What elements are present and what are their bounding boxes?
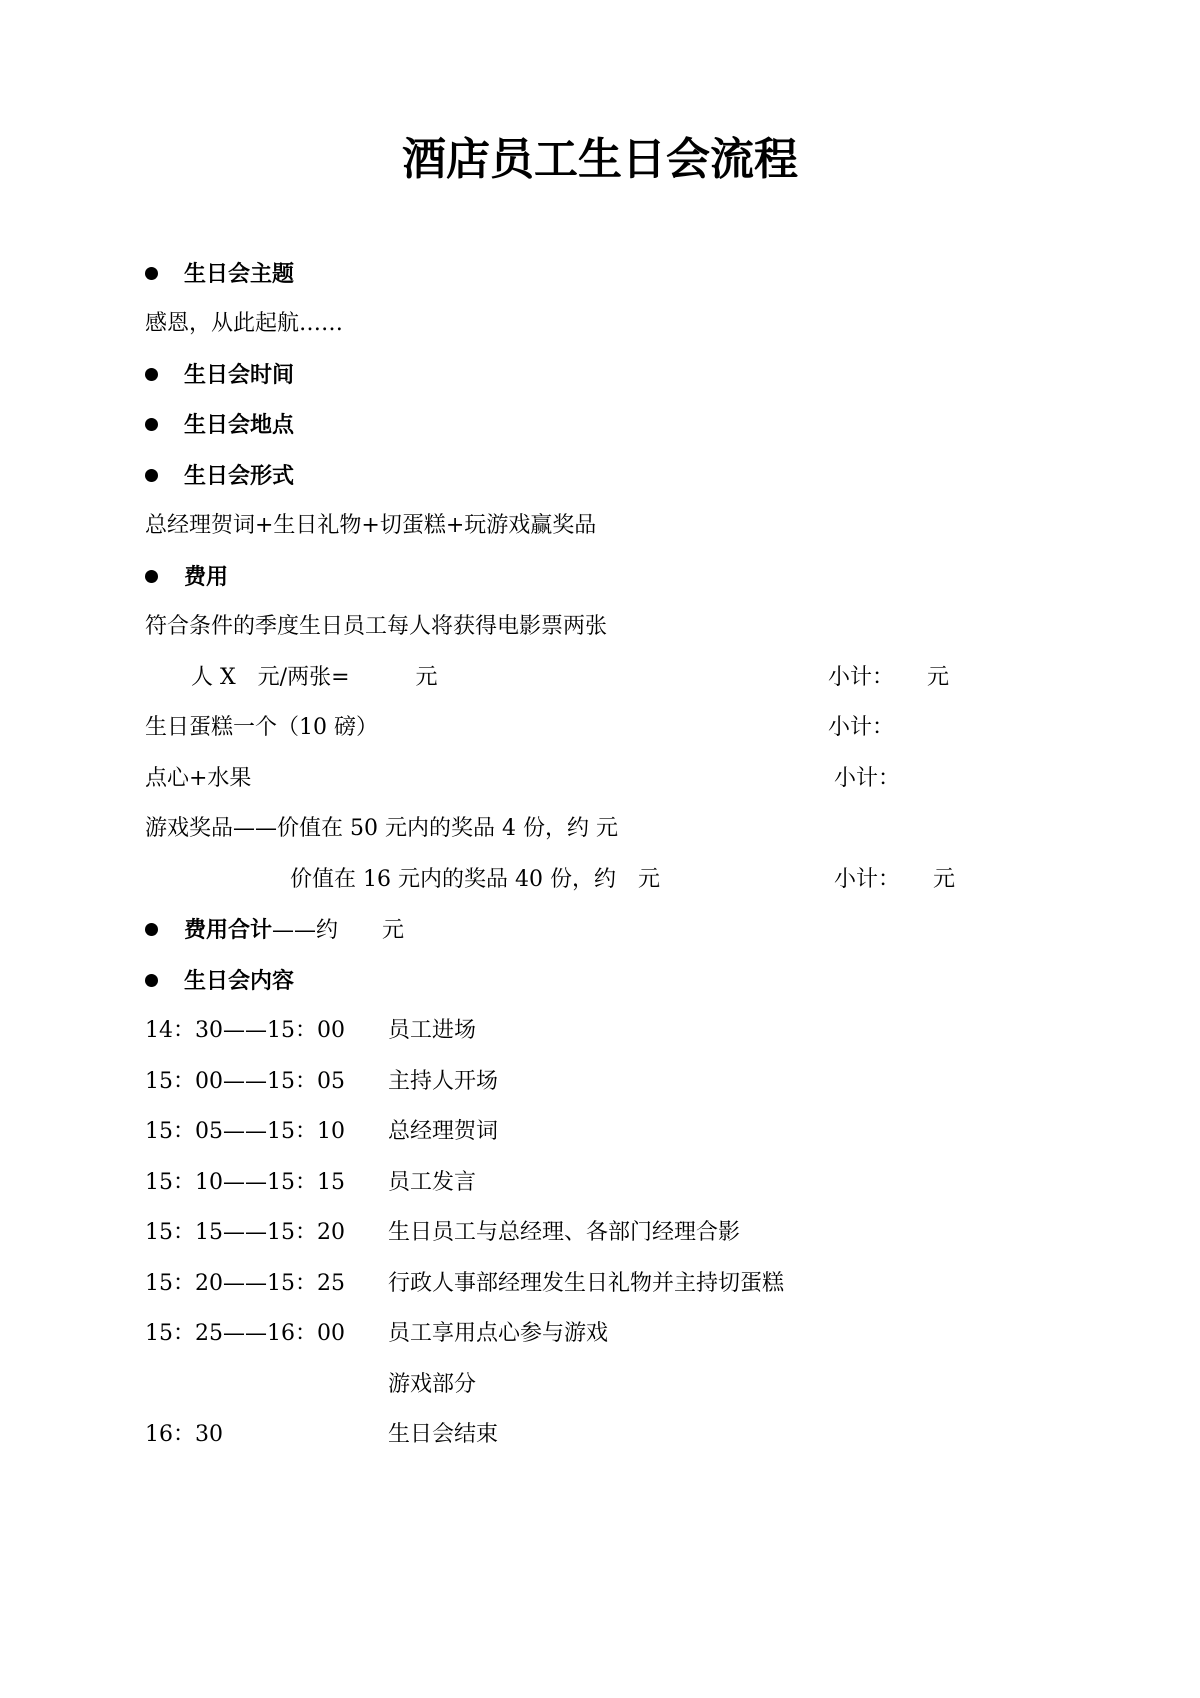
schedule-row	[145, 1309, 1045, 1359]
bullet-icon	[145, 418, 158, 431]
schedule-row	[145, 1208, 1045, 1258]
section-theme-heading: 生日会主题	[145, 249, 1045, 299]
cost-item-cake	[145, 703, 1045, 753]
schedule-time: 15：15——15：20	[145, 1220, 345, 1245]
schedule-item: 生日会结束	[388, 1422, 499, 1447]
cost-item-label: 生日蛋糕一个（10 磅）	[145, 715, 378, 740]
section-time-heading: 生日会时间	[145, 350, 1045, 400]
cost-intro: 符合条件的季度生日员工每人将获得电影票两张	[145, 614, 608, 639]
section-form-heading: 生日会形式	[145, 451, 1045, 501]
cost-item-label: 游戏奖品——价值在 50 元内的奖品 4 份，约 元	[145, 816, 618, 841]
form-text: 总经理贺词+生日礼物+切蛋糕+玩游戏赢奖品	[145, 513, 597, 538]
schedule-row	[145, 1360, 1045, 1410]
schedule-row	[145, 1259, 1045, 1309]
schedule-row	[145, 1158, 1045, 1208]
schedule-time: 15：05——15：10	[145, 1119, 345, 1144]
schedule-item: 行政人事部经理发生日礼物并主持切蛋糕	[388, 1271, 785, 1296]
cost-item-label: 价值在 16 元内的奖品 40 份，约 元	[290, 867, 660, 892]
schedule-time: 15：00——15：05	[145, 1069, 345, 1094]
section-cost-heading: 费用	[145, 552, 1045, 602]
cost-item-snack	[145, 754, 1045, 804]
cost-item-movie	[145, 653, 1045, 703]
cost-subtotal: 小计：	[828, 715, 895, 740]
schedule-item: 总经理贺词	[388, 1119, 499, 1144]
bullet-icon	[145, 368, 158, 381]
schedule-item: 员工发言	[388, 1170, 477, 1195]
section-cost-total: 费用合计——约 元	[145, 905, 1045, 955]
schedule-item: 员工享用点心参与游戏	[388, 1321, 609, 1346]
document-title: 酒店员工生日会流程	[402, 134, 798, 185]
schedule-row	[145, 1006, 1045, 1056]
schedule-row	[145, 1410, 1045, 1460]
cost-subtotal: 小计：	[834, 766, 901, 791]
schedule-time: 14：30——15：00	[145, 1018, 345, 1043]
cost-item-prize2	[145, 855, 1045, 905]
schedule-time: 15：10——15：15	[145, 1170, 345, 1195]
schedule-item: 主持人开场	[388, 1069, 499, 1094]
cost-item-label: 人 X 元/两张= 元	[191, 665, 438, 690]
bullet-icon	[145, 974, 158, 987]
section-content-heading: 生日会内容	[145, 956, 1045, 1006]
bullet-icon	[145, 469, 158, 482]
cost-item-prize1	[145, 804, 1045, 854]
schedule-time: 16：30	[145, 1422, 223, 1447]
schedule-time: 15：20——15：25	[145, 1271, 345, 1296]
cost-subtotal: 小计： 元	[828, 665, 950, 690]
schedule-row	[145, 1107, 1045, 1157]
bullet-icon	[145, 570, 158, 583]
cost-item-label: 点心+水果	[145, 766, 252, 791]
cost-subtotal: 小计： 元	[834, 867, 956, 892]
schedule-time: 15：25——16：00	[145, 1321, 345, 1346]
schedule-row	[145, 1057, 1045, 1107]
schedule-item: 员工进场	[388, 1018, 477, 1043]
schedule-item: 生日员工与总经理、各部门经理合影	[388, 1220, 741, 1245]
theme-text: 感恩，从此起航……	[145, 311, 344, 336]
bullet-icon	[145, 923, 158, 936]
section-place-heading: 生日会地点	[145, 400, 1045, 450]
schedule-item: 游戏部分	[388, 1372, 477, 1397]
bullet-icon	[145, 267, 158, 280]
